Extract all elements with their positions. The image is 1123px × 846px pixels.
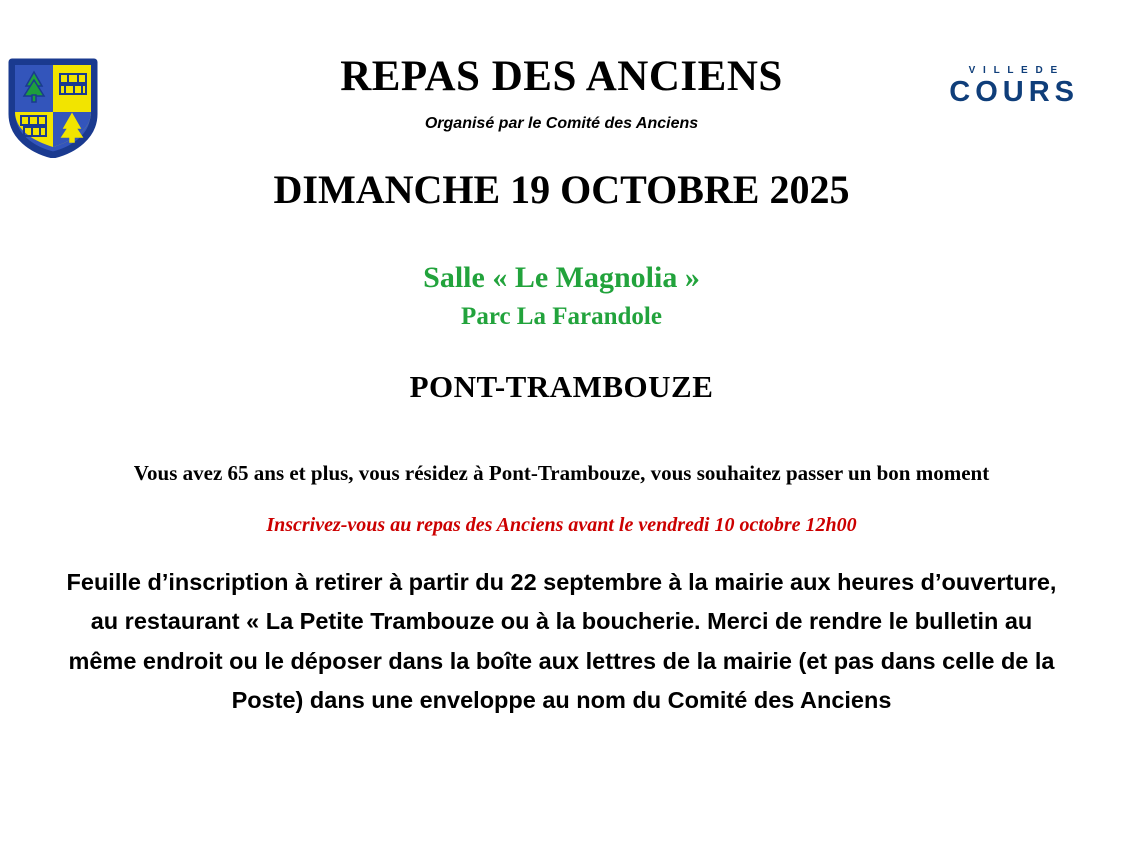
venue-name: Salle « Le Magnolia » [423, 261, 700, 294]
poster-subtitle: Organisé par le Comité des Anciens [424, 115, 699, 132]
poster-title: REPAS DES ANCIENS [340, 53, 783, 100]
registration-deadline: Inscrivez-vous au repas des Anciens avant le vendredi 10 octobre 12h00 [266, 514, 857, 536]
event-date: DIMANCHE 19 OCTOBRE 2025 [273, 167, 850, 212]
registration-instructions: Feuille d’inscription à retirer à partir du 22 septembre à la mairie aux heures d’ouverture, au restaurant « La Petite Trambouze ou à la boucherie. Merci de rendre le bulletin au même endroit ou le déposer dans la boîte aux lettres de la mairie (et pas dans celle de la Poste) dans une enveloppe au nom du Comité des Anciens [66, 569, 1057, 714]
logo-small-text: V I L L E D E [968, 65, 1060, 76]
eligibility-text: Vous avez 65 ans et plus, vous résidez à Pont-Trambouze, vous souhaitez passer un bon moment [133, 461, 990, 485]
logo-main-text: COURS [949, 76, 1079, 108]
ville-de-cours-logo [949, 66, 1079, 107]
city-name: PONT-TRAMBOUZE [409, 369, 714, 404]
coat-of-arms [8, 58, 98, 158]
venue-location: Parc La Farandole [461, 303, 662, 330]
